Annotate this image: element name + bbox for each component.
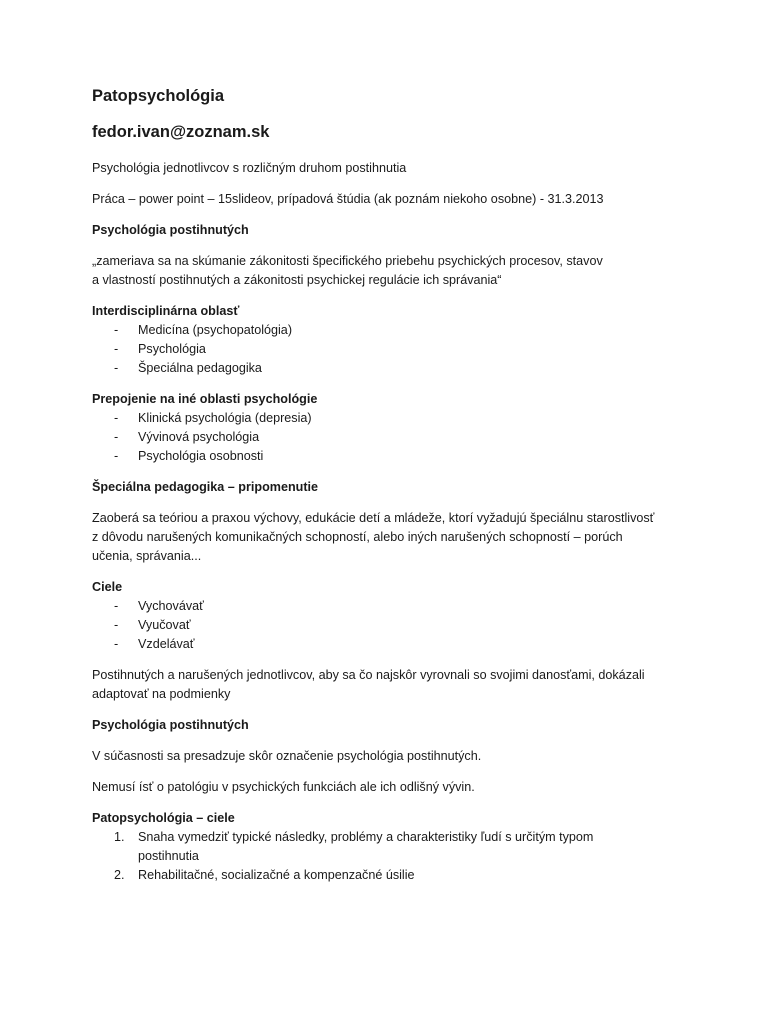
goals-target-line-1: Postihnutých a narušených jednotlivcov, aby sa čo najskôr vyrovnali so svojimi danosťami, dokázali [92,668,645,682]
section-heading-pathopsychology-goals: Patopsychológia – ciele [92,811,235,825]
author-email: fedor.ivan@zoznam.sk [92,123,270,141]
goals-list [92,597,692,654]
dash-marker: - [114,637,119,651]
goals-target-line-2: adaptovať na podmienky [92,687,231,701]
list-item: - Vyučovať [92,616,692,635]
intro-paragraph: Psychológia jednotlivcov s rozličným druhom postihnutia [92,161,407,175]
section-heading-goals: Ciele [92,580,123,594]
special-pedagogy-line-1: Zaoberá sa teóriou a praxou výchovy, edukácie detí a mládeže, ktorí vyžadujú špeciálnu starostlivosť [92,511,655,525]
list-item: - Vývinová psychológia [92,428,692,447]
list-item: - Vzdelávať [92,635,692,654]
list-item: - Medicína (psychopatológia) [92,321,692,340]
pathopsychology-goals-list [92,828,692,885]
definition-quote-line-1: „zameriava sa na skúmanie zákonitosti špecifického priebehu psychických procesov, stavov [92,254,603,268]
section-heading-related-areas: Prepojenie na iné oblasti psychológie [92,392,318,406]
list-item: 2. Rehabilitačné, socializačné a kompenzačné úsilie [92,866,692,885]
list-item: - Špeciálna pedagogika [92,359,692,378]
list-item: - Psychológia [92,340,692,359]
special-pedagogy-line-3: učenia, správania... [92,549,202,563]
dash-marker: - [114,361,119,375]
related-areas-list [92,409,692,466]
dash-marker: - [114,599,119,613]
different-development-paragraph: Nemusí ísť o patológiu v psychických funkciách ale ich odlišný vývin. [92,780,475,794]
dash-marker: - [114,323,119,337]
number-marker: 1. [114,830,125,844]
current-term-paragraph: V súčasnosti sa presadzuje skôr označenie psychológia postihnutých. [92,749,482,763]
document-page [92,84,692,885]
definition-quote-line-2: a vlastností postihnutých a zákonitosti psychickej regulácie ich správania“ [92,273,502,287]
list-item: - Vychovávať [92,597,692,616]
document-title: Patopsychológia [92,87,225,105]
dash-marker: - [114,411,119,425]
special-pedagogy-line-2: z dôvodu narušených komunikačných schopností, alebo iných narušených schopností – porúch [92,530,623,544]
section-heading-interdisciplinary: Interdisciplinárna oblasť [92,304,240,318]
section-heading-psychology-disabled: Psychológia postihnutých [92,223,249,237]
interdisciplinary-list [92,321,692,378]
dash-marker: - [114,342,119,356]
section-heading-psychology-disabled-2: Psychológia postihnutých [92,718,249,732]
dash-marker: - [114,618,119,632]
list-item: 1. Snaha vymedziť typické následky, problémy a charakteristiky ľudí s určitým typom postihnutia [114,830,594,863]
dash-marker: - [114,430,119,444]
list-item: - Klinická psychológia (depresia) [92,409,692,428]
assignment-paragraph: Práca – power point – 15slideov, prípadová štúdia (ak poznám niekoho osobne) - 31.3.2013 [92,192,604,206]
section-heading-special-pedagogy: Špeciálna pedagogika – pripomenutie [92,480,319,494]
number-marker: 2. [114,868,125,882]
dash-marker: - [114,449,119,463]
list-item: - Psychológia osobnosti [92,447,692,466]
